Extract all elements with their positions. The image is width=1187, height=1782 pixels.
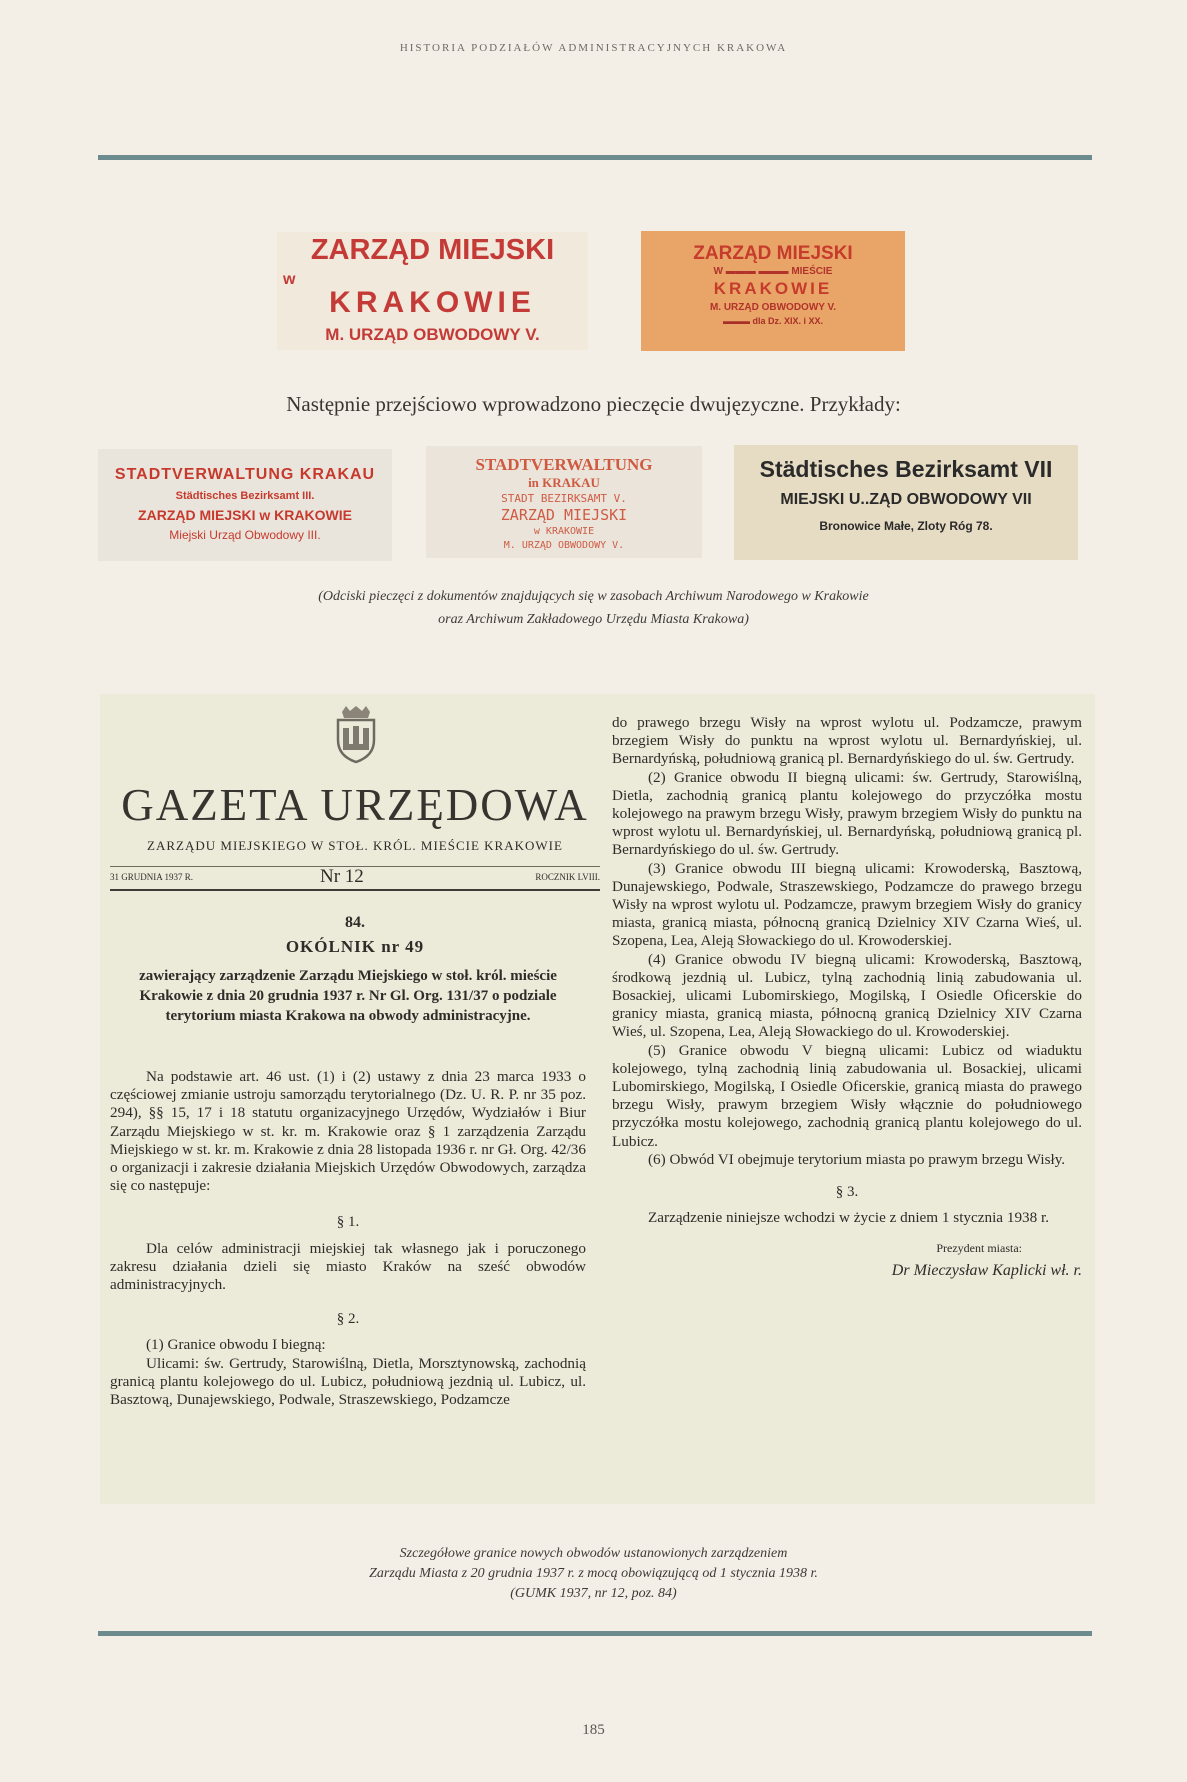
stamp-image-3 xyxy=(98,449,392,561)
gazette-masthead: GAZETA URZĘDOWA xyxy=(121,780,589,830)
right-paragraph-3: (3) Granice obwodu III biegną ulicami: Krowoderską, Basztową, Dunajewskiego, Podwale, Straszewskiego, Podzamcze do prawego brzegu Wisły na wprost wylotu ul. Podzamcze, prawym brzegiem Wisły do granicy miasta, granicą miasta, północną granicą Dzielnicy XIV Czarna Wieś, ul. Szopena, Lea, Aleją Słowackiego do ul. Krowoderskiej. xyxy=(612,859,1082,950)
gazette-date: 31 GRUDNIA 1937 R. xyxy=(110,872,194,882)
section-2-paragraph-1: (1) Granice obwodu I biegną: xyxy=(146,1336,326,1354)
intro-text: Następnie przejściowo wprowadzono pieczęcie dwujęzyczne. Przykłady: xyxy=(286,392,901,416)
section-2-paragraph-1b: Ulicami: św. Gertrudy, Starowiślną, Dietla, Morsztynowską, zachodnią granicą plantu kolejowego do ul. Lubicz, południową jezdnią ul. Lubicz, ul. Basztową, Dunajewskiego, Podwale, Straszewskiego, Podzamcze xyxy=(110,1354,586,1409)
stamp-1-line-2: w xyxy=(283,271,296,288)
right-paragraph-5: (5) Granice obwodu V biegną ulicami: Lubicz od wiaduktu kolejowego, tylną zachodnią linią zabudowania ul. Bosackiej, ulicami Lubomirskiego, Mogilską, I Osiedle Oficerskie, granicą miasta do prawego brzegu Wisły, prawym brzegiem Wisły włącznie do południowego przyczółka mostu kolejowego, zachodnią granicą plantu kolejowego do ul. Lubicz. xyxy=(612,1041,1082,1150)
stamps-caption-line-1: (Odciski pieczęci z dokumentów znajdujących się w zasobach Archiwum Narodowego w Krakowie xyxy=(318,589,869,604)
gazette-entry-number: 84. xyxy=(345,914,365,931)
gazette-scan xyxy=(100,694,1095,1504)
stamp-image-1 xyxy=(277,232,588,350)
stamp-image-5 xyxy=(734,445,1078,560)
gazette-subtitle: ZARZĄDU MIEJSKIEGO W STOŁ. KRÓL. MIEŚCIE KRAKOWIE xyxy=(147,838,563,853)
running-head: HISTORIA PODZIAŁÓW ADMINISTRACYJNYCH KRAKOWA xyxy=(399,42,788,54)
gazette-okolnik: OKÓLNIK nr 49 xyxy=(285,937,425,956)
right-paragraph-1: do prawego brzegu Wisły na wprost wylotu ul. Podzamcze, prawym brzegiem Wisły do punktu na wprost wylotu ul. Bernardyńskiej, ul. Bernardyńską, południową granicą pl. Bernardyńskiego do ul. św. Gertrudy. xyxy=(612,714,1082,768)
gazette-left-body xyxy=(110,1068,586,1409)
stamp-4-line-3: STADT BEZIRKSAMT V. xyxy=(501,492,627,505)
gazette-heading: zawierający zarządzenie Zarządu Miejskiego w stoł. król. mieście Krakowie z dnia 20 grudnia 1937 r. Nr Gl. Org. 131/37 o podziale terytorium miasta Krakowa na obwody administracyjne. xyxy=(139,968,557,1024)
stamp-3-line-2: Städtisches Bezirksamt III. xyxy=(175,490,315,502)
section-2-heading: § 2. xyxy=(336,1311,360,1328)
stamp-1-line-1: ZARZĄD MIEJSKI xyxy=(310,234,555,266)
stamp-5-line-2: MIEJSKI U..ZĄD OBWODOWY VII xyxy=(780,491,1032,508)
section-1-heading: § 1. xyxy=(336,1214,360,1231)
stamp-3-line-1: STADTVERWALTUNG KRAKAU xyxy=(114,466,376,483)
gazette-right-column xyxy=(612,714,1082,1280)
stamps-caption-line-2: oraz Archiwum Zakładowego Urzędu Miasta Krakowa) xyxy=(438,612,749,627)
stamp-2-line-5: ▬▬▬ dla Dz. XIX. i XX. xyxy=(722,316,824,326)
stamp-2-line-4: M. URZĄD OBWODOWY V. xyxy=(709,302,837,313)
stamp-2-line-2: W ▬▬▬ ▬▬▬ MIEŚCIE xyxy=(713,266,833,277)
stamp-image-4 xyxy=(426,446,702,558)
gazette-caption-line-1: Szczegółowe granice nowych obwodów ustanowionych zarządzeniem xyxy=(399,1546,788,1561)
right-paragraph-2: (2) Granice obwodu II biegną ulicami: św. Gertrudy, Starowiślną, Dietla, zachodnią granicą plantu kolejowego do przyczółka mostu kolejowego na prawym brzegu Wisły, prawym brzegiem Wisły do punktu na wprost wylotu ul. Bernardyńskiej, ul. Bernardyńską, południową granicą pl. Bernardyńskiego do ul. św. Gertrudy. xyxy=(612,768,1082,859)
stamp-4-line-6: M. URZĄD OBWODOWY V. xyxy=(503,540,625,551)
stamp-3-line-3: ZARZĄD MIEJSKI w KRAKOWIE xyxy=(138,507,352,523)
stamp-4-line-1: STADTVERWALTUNG xyxy=(475,455,653,474)
president-signature: Dr Mieczysław Kaplicki wł. r. xyxy=(891,1261,1082,1279)
president-label: Prezydent miasta: xyxy=(936,1241,1022,1256)
stamp-2-line-3: KRAKOWIE xyxy=(713,279,833,298)
right-paragraph-4: (4) Granice obwodu IV biegną ulicami: Krowoderską, Basztową, środkową jezdnią ul. Lubicz, tylną zachodnią linią zabudowania ul. Bosackiej, ulicami Lubomirskiego, Mogilską, I Osiedle Oficerskie do granicy miasta, granicą miasta, północną granicą Dzielnicy XIV Czarna Wieś, ul. Szopena, Lea, Aleją Słowackiego do ul. Krowoderskiej. xyxy=(612,950,1082,1041)
bottom-rule xyxy=(98,1631,1092,1636)
gazette-caption-line-2: Zarządu Miasta z 20 grudnia 1937 r. z mocą obowiązującą od 1 stycznia 1938 r. xyxy=(369,1566,818,1581)
page-number: 185 xyxy=(582,1722,605,1738)
stamp-5-line-1: Städtisches Bezirksamt VII xyxy=(759,456,1053,482)
section-3-text: Zarządzenie niniejsze wchodzi w życie z dniem 1 stycznia 1938 r. xyxy=(648,1209,1050,1227)
gazette-info-bar xyxy=(110,866,600,891)
gazette-left-column xyxy=(110,694,600,1494)
gazette-intro-paragraph: Na podstawie art. 46 ust. (1) i (2) ustawy z dnia 23 marca 1933 o częściowej zmianie ustroju samorządu terytorialnego (Dz. U. R. P. nr 35 poz. 294), §§ 15, 17 i 18 statutu organizacyjnego Urzędów, Wydziałów i Biur Zarządu Miejskiego w st. kr. m. Krakowie oraz § 1 zarządzenia Zarządu Miejskiego w st. kr. m. Krakowie z dnia 28 listopada 1936 r. nr Gł. Org. 42/36 o organizacji i zakresie działania Miejskich Urzędów Obwodowych, zarządza się co następuje: xyxy=(110,1068,586,1195)
gazette-caption-line-3: (GUMK 1937, nr 12, poz. 84) xyxy=(510,1586,677,1601)
section-1-text: Dla celów administracji miejskiej tak własnego jak i poruczonego zakresu działania dzieli się miasto Kraków na sześć obwodów administracyjnych. xyxy=(110,1239,586,1294)
coat-of-arms-icon xyxy=(332,706,380,764)
stamp-image-2 xyxy=(641,231,905,351)
stamp-5-line-3: Bronowice Małe, Zloty Róg 78. xyxy=(819,519,993,533)
stamp-3-line-4: Miejski Urząd Obwodowy III. xyxy=(169,528,321,542)
stamp-2-line-1: ZARZĄD MIEJSKI xyxy=(693,243,853,264)
stamp-4-line-4: ZARZĄD MIEJSKI xyxy=(500,506,628,524)
stamp-1-line-3: KRAKOWIE xyxy=(329,286,536,319)
right-paragraph-6: (6) Obwód VI obejmuje terytorium miasta po prawym brzegu Wisły. xyxy=(648,1150,1066,1168)
section-3-heading: § 3. xyxy=(835,1184,859,1201)
stamp-4-line-2: in KRAKAU xyxy=(528,475,600,490)
stamp-4-line-5: w KRAKOWIE xyxy=(533,526,595,537)
stamp-1-line-4: M. URZĄD OBWODOWY V. xyxy=(325,325,540,344)
gazette-volume: ROCZNIK LVIII. xyxy=(535,872,600,882)
top-rule xyxy=(98,155,1092,160)
gazette-issue: Nr 12 xyxy=(320,866,364,887)
